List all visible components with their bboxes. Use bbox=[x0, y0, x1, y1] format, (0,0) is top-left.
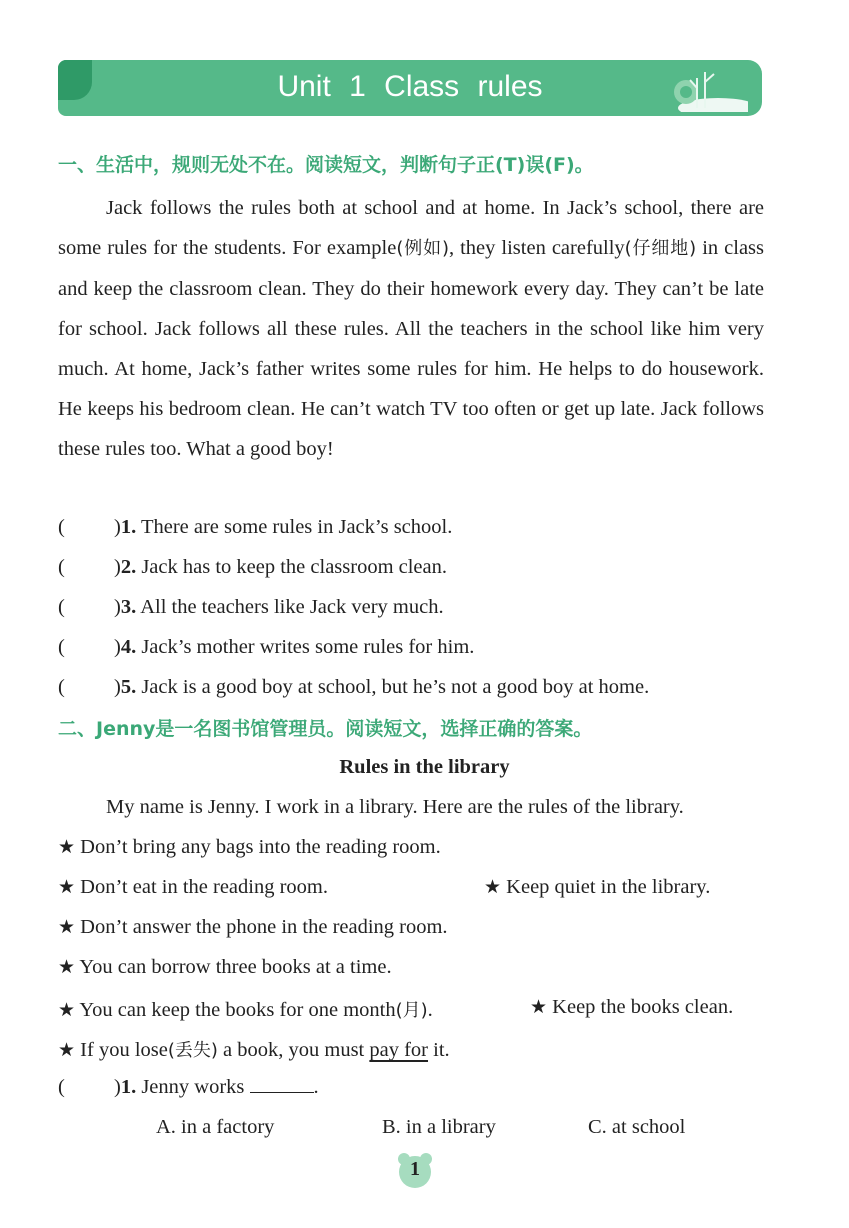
rule-item: ★ Don’t bring any bags into the reading room. bbox=[58, 836, 441, 858]
library-rules-title: Rules in the library bbox=[339, 756, 510, 778]
unit-banner bbox=[58, 60, 762, 116]
question-row: ( )1. Jenny works . bbox=[58, 1076, 319, 1098]
rule-item: ★ Keep quiet in the library. bbox=[484, 876, 711, 898]
option-c[interactable]: C. at school bbox=[588, 1116, 686, 1138]
option-b[interactable]: B. in a library bbox=[382, 1116, 496, 1138]
rule-item: ★ You can keep the books for one month(月). bbox=[58, 999, 433, 1021]
question-row: ( )1. There are some rules in Jack’s school. bbox=[58, 516, 453, 538]
star-icon: ★ bbox=[58, 957, 76, 978]
banner-curl bbox=[58, 60, 92, 100]
star-icon: ★ bbox=[484, 877, 502, 898]
question-row: ( )4. Jack’s mother writes some rules for him. bbox=[58, 636, 475, 658]
rule-item: ★ If you lose(丢失) a book, you must pay for it. bbox=[58, 1039, 450, 1061]
question-row: ( )2. Jack has to keep the classroom clean. bbox=[58, 556, 448, 578]
question-row: ( )3. All the teachers like Jack very much. bbox=[58, 596, 444, 618]
answer-blank[interactable] bbox=[250, 1076, 314, 1093]
rule-item: ★ Don’t eat in the reading room. bbox=[58, 876, 329, 898]
star-icon: ★ bbox=[530, 997, 548, 1018]
section1-heading: 一、生活中，规则无处不在。阅读短文，判断句子正(T)误(F)。 bbox=[58, 154, 594, 176]
star-icon: ★ bbox=[58, 1040, 76, 1061]
library-intro: My name is Jenny. I work in a library. Here are the rules of the library. bbox=[106, 796, 684, 818]
star-icon: ★ bbox=[58, 1000, 76, 1021]
section2-heading: 二、Jenny是一名图书馆管理员。阅读短文，选择正确的答案。 bbox=[58, 718, 593, 740]
page-number: 1 bbox=[410, 1158, 420, 1180]
unit-title: Unit 1 Class rules bbox=[277, 70, 543, 103]
star-icon: ★ bbox=[58, 917, 76, 938]
rule-item: ★ Keep the books clean. bbox=[530, 996, 734, 1018]
section1-passage: Jack follows the rules both at school and at home. In Jack’s school, there are some rules for the students. For example(例如), they listen carefully(仔细地) in class and keep the classroom clean. They do their homework every day. They can’t be late for school. Jack follows all these rules. All the teachers in the school like him very much. At home, Jack’s father writes some rules for him. He helps to do housework. He keeps his bedroom clean. He can’t watch TV too often or get up late. Jack follows these rules too. What a good boy! bbox=[58, 197, 764, 460]
option-a[interactable]: A. in a factory bbox=[156, 1116, 275, 1138]
tree-decoration-icon bbox=[658, 68, 748, 112]
rule-item: ★ You can borrow three books at a time. bbox=[58, 956, 392, 978]
star-icon: ★ bbox=[58, 877, 76, 898]
rule-item: ★ Don’t answer the phone in the reading room. bbox=[58, 916, 448, 938]
star-icon: ★ bbox=[58, 837, 76, 858]
page-number-badge bbox=[395, 1150, 435, 1190]
question-row: ( )5. Jack is a good boy at school, but he’s not a good boy at home. bbox=[58, 676, 650, 698]
